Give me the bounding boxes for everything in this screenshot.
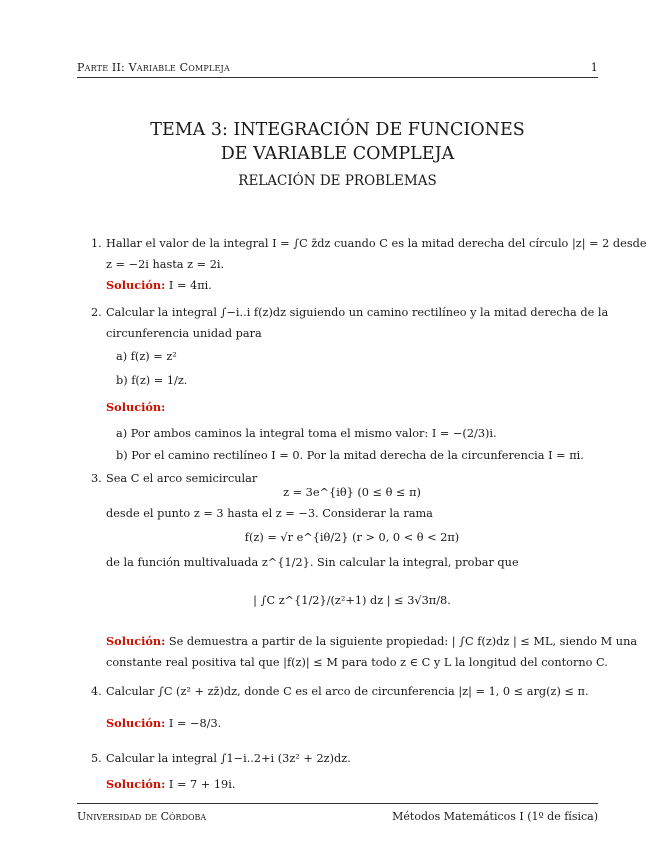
- solution-text: I = 7 + 19i.: [168, 778, 236, 791]
- problem-1-line-1: Hallar el valor de la integral I = ∫C z̄dz cuando C es la mitad derecha del círculo |z| = 2 desde: [106, 237, 647, 250]
- problem-5-number: 5.: [91, 752, 102, 765]
- problem-3-equation-2: f(z) = √r e^{iθ/2} (r > 0, 0 < θ < 2π): [244, 531, 460, 544]
- problem-4-solution: [106, 716, 221, 731]
- problem-2-solution-a: a) Por ambos caminos la integral toma el mismo valor: I = −(2/3)i.: [116, 427, 497, 440]
- problem-2-line-2: circunferencia unidad para: [106, 327, 262, 340]
- page-number: 1: [590, 61, 598, 74]
- problem-4-number: 4.: [91, 685, 102, 698]
- problem-4-line-1: Calcular ∫C (z² + zz̄)dz, donde C es el arco de circunferencia |z| = 1, 0 ≤ arg(z) ≤ π.: [106, 685, 589, 698]
- title-line-2: DE VARIABLE COMPLEJA: [220, 144, 455, 164]
- footer-course: Métodos Matemáticos I (1º de física): [392, 810, 598, 823]
- problem-5-solution: [106, 777, 235, 792]
- header-title: Parte II: Variable Compleja: [77, 61, 230, 74]
- problem-2-solution-label: Solución:: [106, 400, 166, 414]
- solution-text: I = −8/3.: [168, 717, 222, 730]
- footer-institution: Universidad de Córdoba: [77, 810, 207, 823]
- problem-1-line-2: z = −2i hasta z = 2i.: [106, 258, 225, 271]
- problem-2-part-a: a) f(z) = z²: [116, 350, 177, 363]
- subtitle: RELACIÓN DE PROBLEMAS: [238, 173, 437, 189]
- solution-label: Solución:: [106, 634, 166, 648]
- problem-2-number: 2.: [91, 306, 102, 319]
- problem-3-line-3: de la función multivaluada z^{1/2}. Sin calcular la integral, probar que: [106, 556, 519, 569]
- problem-3-line-2: desde el punto z = 3 hasta el z = −3. Considerar la rama: [106, 507, 433, 520]
- solution-label: Solución:: [106, 716, 166, 730]
- running-footer: [77, 810, 598, 823]
- problem-3-line-1: Sea C el arco semicircular: [106, 472, 258, 485]
- problem-3-solution-line-2: constante real positiva tal que |f(z)| ≤ M para todo z ∈ C y L la longitud del contorno C.: [106, 656, 608, 669]
- running-header: [77, 61, 598, 74]
- problem-2-solution-b: b) Por el camino rectilíneo I = 0. Por la mitad derecha de la circunferencia I = πi.: [116, 449, 584, 462]
- problem-1-number: 1.: [91, 237, 102, 250]
- problem-5-line-1: Calcular la integral ∫1−i..2+i (3z² + 2z)dz.: [106, 752, 351, 765]
- problem-1-solution: [106, 278, 212, 293]
- title-line-1: TEMA 3: INTEGRACIÓN DE FUNCIONES: [150, 120, 525, 140]
- problem-3-solution: [106, 634, 637, 649]
- header-rule: [77, 77, 598, 78]
- problem-2-line-1: Calcular la integral ∫−i..i f(z)dz siguiendo un camino rectilíneo y la mitad derecha de la: [106, 306, 609, 319]
- problem-2-part-b: b) f(z) = 1/z.: [116, 374, 188, 387]
- solution-text: Se demuestra a partir de la siguiente propiedad: | ∫C f(z)dz | ≤ ML, siendo M una: [168, 635, 638, 648]
- solution-text: I = 4πi.: [168, 279, 212, 292]
- problem-3-equation-3: | ∫C z^{1/2}/(z²+1) dz | ≤ 3√3π/8.: [253, 594, 451, 607]
- problem-3-number: 3.: [91, 472, 102, 485]
- solution-label: Solución:: [106, 777, 166, 791]
- footer-rule: [77, 803, 598, 804]
- solution-label: Solución:: [106, 278, 166, 292]
- problem-3-equation-1: z = 3e^{iθ} (0 ≤ θ ≤ π): [283, 486, 421, 499]
